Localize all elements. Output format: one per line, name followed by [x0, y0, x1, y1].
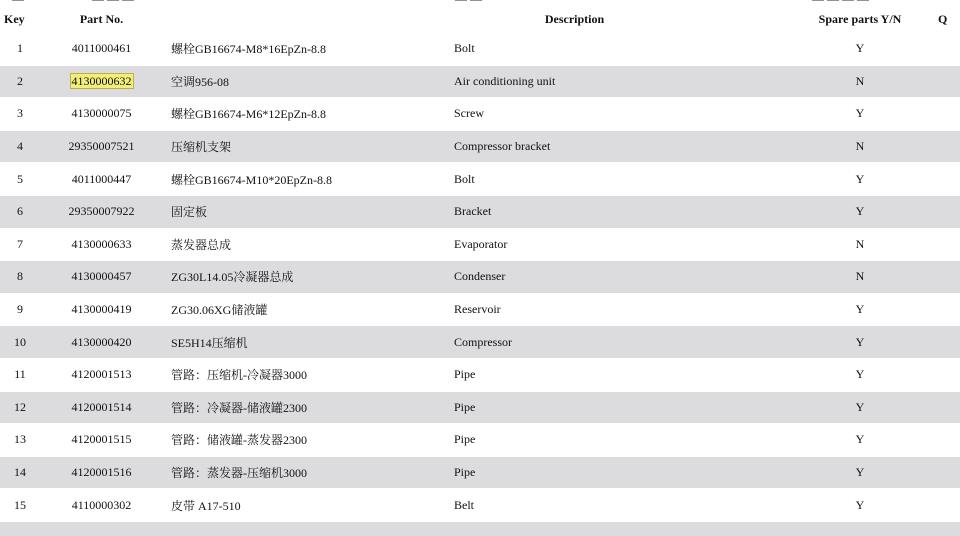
row-description [446, 228, 786, 261]
row-spare-flag [786, 456, 934, 489]
partial-cell [40, 521, 163, 536]
table-row[interactable] [0, 456, 960, 489]
row-description [446, 65, 786, 98]
row-description-text: Reservoir [454, 302, 501, 317]
row-chinese-name-text: 管路：冷凝器-储液罐2300 [171, 400, 307, 415]
row-qty-clipped [934, 358, 960, 391]
header-qty: Q [934, 6, 960, 33]
row-chinese-name-text: 皮带 A17-510 [171, 498, 241, 513]
row-spare-flag-text: Y [855, 334, 865, 349]
row-part-no [40, 33, 163, 66]
row-description [446, 130, 786, 163]
row-chinese-name [163, 391, 446, 424]
table-row[interactable] [0, 33, 960, 66]
row-spare-flag [786, 33, 934, 66]
table-row[interactable] [0, 195, 960, 228]
row-part-no [40, 326, 163, 359]
row-chinese-name-text: 螺栓GB16674-M8*16EpZn-8.8 [171, 42, 326, 57]
row-spare-flag-text: N [855, 236, 865, 251]
row-part-no-text: 4130000075 [71, 106, 132, 121]
row-chinese-name [163, 261, 446, 294]
header-part-no: Part No. [40, 6, 163, 33]
partial-cell [163, 521, 446, 536]
row-description-text: Compressor [454, 334, 512, 349]
row-key [0, 33, 40, 66]
row-description-text: Condenser [454, 269, 506, 284]
row-spare-flag-text: N [855, 73, 865, 88]
row-key [0, 195, 40, 228]
row-spare-flag-text: Y [855, 399, 865, 414]
row-chinese-name [163, 326, 446, 359]
row-part-no-text: 4130000633 [71, 236, 132, 251]
partial-cell [0, 521, 40, 536]
row-key [0, 163, 40, 196]
row-description [446, 195, 786, 228]
row-description-text: Pipe [454, 399, 476, 414]
row-key-text: 11 [14, 367, 26, 382]
row-qty-clipped [934, 33, 960, 66]
row-part-no-text: 4120001516 [71, 465, 132, 480]
row-part-no [40, 456, 163, 489]
row-qty-clipped [934, 326, 960, 359]
row-qty-clipped [934, 489, 960, 522]
row-part-no [40, 293, 163, 326]
row-chinese-name-text: 螺栓GB16674-M10*20EpZn-8.8 [171, 172, 332, 187]
row-part-no [40, 130, 163, 163]
row-description [446, 424, 786, 457]
row-spare-flag [786, 293, 934, 326]
row-chinese-name [163, 130, 446, 163]
table-row[interactable] [0, 65, 960, 98]
table-header-row [0, 6, 960, 33]
row-qty-clipped [934, 163, 960, 196]
row-spare-flag [786, 130, 934, 163]
header-spare-parts: Spare parts Y/N [786, 6, 934, 33]
table-row-partial [0, 521, 960, 536]
row-spare-flag-text: N [855, 269, 865, 284]
row-key-text: 12 [14, 399, 26, 414]
row-part-no [40, 261, 163, 294]
row-spare-flag [786, 326, 934, 359]
row-spare-flag [786, 65, 934, 98]
row-chinese-name-text: 管路：蒸发器-压缩机3000 [171, 466, 307, 481]
row-part-no-text: 4120001515 [71, 432, 132, 447]
row-chinese-name-text: SE5H14压缩机 [171, 335, 248, 350]
table-row[interactable] [0, 130, 960, 163]
header-key: Key [0, 6, 40, 33]
row-description-text: Evaporator [454, 236, 508, 251]
row-part-no [40, 65, 163, 98]
row-part-no-text: 4130000420 [71, 334, 132, 349]
row-description-text: Belt [454, 497, 474, 512]
table-row[interactable] [0, 261, 960, 294]
row-qty-clipped [934, 456, 960, 489]
row-chinese-name [163, 489, 446, 522]
row-key-text: 14 [14, 465, 26, 480]
row-chinese-name-text: 压缩机支架 [171, 140, 232, 155]
row-part-no [40, 489, 163, 522]
row-chinese-name-text: ZG30L14.05冷凝器总成 [171, 270, 294, 285]
row-description-text: Compressor bracket [454, 139, 551, 154]
row-description-text: Air conditioning unit [454, 73, 556, 88]
row-spare-flag [786, 391, 934, 424]
row-description-text: Pipe [454, 367, 476, 382]
row-key-text: 13 [14, 432, 26, 447]
table-row[interactable] [0, 326, 960, 359]
row-description-text: Bolt [454, 41, 475, 56]
table-row[interactable] [0, 228, 960, 261]
row-key-text: 6 [17, 204, 23, 219]
row-key [0, 130, 40, 163]
row-qty-clipped [934, 195, 960, 228]
row-chinese-name-text: 管路：压缩机-冷凝器3000 [171, 368, 307, 383]
row-chinese-name [163, 424, 446, 457]
table-row[interactable] [0, 163, 960, 196]
row-chinese-name [163, 456, 446, 489]
table-row[interactable] [0, 424, 960, 457]
row-spare-flag-text: Y [855, 465, 865, 480]
row-chinese-name-text: 螺栓GB16674-M6*12EpZn-8.8 [171, 107, 326, 122]
row-spare-flag-text: Y [855, 367, 865, 382]
row-chinese-name [163, 293, 446, 326]
row-chinese-name [163, 33, 446, 66]
row-key-text: 15 [14, 497, 26, 512]
row-part-no-text: 4120001514 [71, 399, 132, 414]
row-part-no [40, 358, 163, 391]
row-key-text: 4 [17, 139, 23, 154]
row-qty-clipped [934, 391, 960, 424]
row-part-no-text: 29350007521 [68, 139, 135, 154]
row-description-text: Pipe [454, 432, 476, 447]
row-description [446, 358, 786, 391]
row-qty-clipped [934, 65, 960, 98]
row-description-text: Bolt [454, 171, 475, 186]
table-row[interactable] [0, 358, 960, 391]
row-part-no [40, 98, 163, 131]
parts-table [0, 6, 960, 536]
row-chinese-name-text: ZG30.06XG储液罐 [171, 303, 268, 318]
row-part-no [40, 163, 163, 196]
row-key [0, 489, 40, 522]
row-chinese-name-text: 固定板 [171, 205, 208, 220]
row-key [0, 293, 40, 326]
clipped-top-row [0, 0, 930, 4]
row-part-no-text: 29350007922 [68, 204, 135, 219]
row-spare-flag-text: N [855, 139, 865, 154]
row-chinese-name [163, 228, 446, 261]
row-chinese-name-text: 蒸发器总成 [171, 237, 232, 252]
row-part-no-text: 4130000419 [71, 302, 132, 317]
row-key-text: 1 [17, 41, 23, 56]
row-description [446, 489, 786, 522]
row-spare-flag [786, 98, 934, 131]
row-part-no-text: 4011000447 [71, 171, 132, 186]
row-spare-flag-text: Y [855, 41, 865, 56]
row-chinese-name [163, 163, 446, 196]
partial-cell [786, 521, 934, 536]
row-key [0, 98, 40, 131]
row-key-text: 9 [17, 302, 23, 317]
table-body [0, 33, 960, 536]
row-description [446, 293, 786, 326]
row-key-text: 3 [17, 106, 23, 121]
row-qty-clipped [934, 98, 960, 131]
row-spare-flag-text: Y [855, 302, 865, 317]
row-key [0, 391, 40, 424]
row-qty-clipped [934, 261, 960, 294]
row-key-text: 2 [17, 73, 23, 88]
row-spare-flag-text: Y [855, 432, 865, 447]
row-key-text: 10 [14, 334, 26, 349]
row-chinese-name [163, 65, 446, 98]
partial-cell [446, 521, 786, 536]
row-spare-flag [786, 489, 934, 522]
row-key [0, 456, 40, 489]
row-spare-flag [786, 228, 934, 261]
row-part-no-text: 4011000461 [71, 41, 132, 56]
row-key [0, 326, 40, 359]
row-description-text: Bracket [454, 204, 492, 219]
row-description [446, 456, 786, 489]
row-spare-flag [786, 424, 934, 457]
table-row[interactable] [0, 98, 960, 131]
row-chinese-name [163, 358, 446, 391]
row-spare-flag-text: Y [855, 171, 865, 186]
row-part-no-text: 4130000457 [71, 269, 132, 284]
row-chinese-name [163, 98, 446, 131]
row-key [0, 65, 40, 98]
row-part-no-text: 4120001513 [71, 367, 132, 382]
row-part-no-text: 4110000302 [71, 497, 132, 512]
table-row[interactable] [0, 489, 960, 522]
row-spare-flag-text: Y [855, 497, 865, 512]
row-description-text: Pipe [454, 465, 476, 480]
row-qty-clipped [934, 293, 960, 326]
partial-cell [934, 521, 960, 536]
row-description [446, 326, 786, 359]
row-part-no [40, 391, 163, 424]
row-description [446, 163, 786, 196]
row-key-text: 8 [17, 269, 23, 284]
row-qty-clipped [934, 424, 960, 457]
row-spare-flag [786, 261, 934, 294]
row-spare-flag [786, 358, 934, 391]
row-key-text: 5 [17, 171, 23, 186]
row-description [446, 391, 786, 424]
row-spare-flag-text: Y [855, 204, 865, 219]
row-spare-flag [786, 195, 934, 228]
table-row[interactable] [0, 391, 960, 424]
row-qty-clipped [934, 228, 960, 261]
row-part-no [40, 424, 163, 457]
table-row[interactable] [0, 293, 960, 326]
row-description [446, 98, 786, 131]
row-part-no [40, 195, 163, 228]
row-description [446, 33, 786, 66]
row-qty-clipped [934, 130, 960, 163]
row-key [0, 424, 40, 457]
row-chinese-name [163, 195, 446, 228]
row-key-text: 7 [17, 236, 23, 251]
row-chinese-name-text: 空调956-08 [171, 74, 229, 89]
row-description-text: Screw [454, 106, 484, 121]
row-key [0, 261, 40, 294]
row-description [446, 261, 786, 294]
row-chinese-name-text: 管路：储液罐-蒸发器2300 [171, 433, 307, 448]
header-description: Description [163, 6, 786, 33]
row-spare-flag-text: Y [855, 106, 865, 121]
row-key [0, 358, 40, 391]
highlighted-part-no: 4130000632 [71, 73, 132, 88]
row-key [0, 228, 40, 261]
row-part-no [40, 228, 163, 261]
row-spare-flag [786, 163, 934, 196]
